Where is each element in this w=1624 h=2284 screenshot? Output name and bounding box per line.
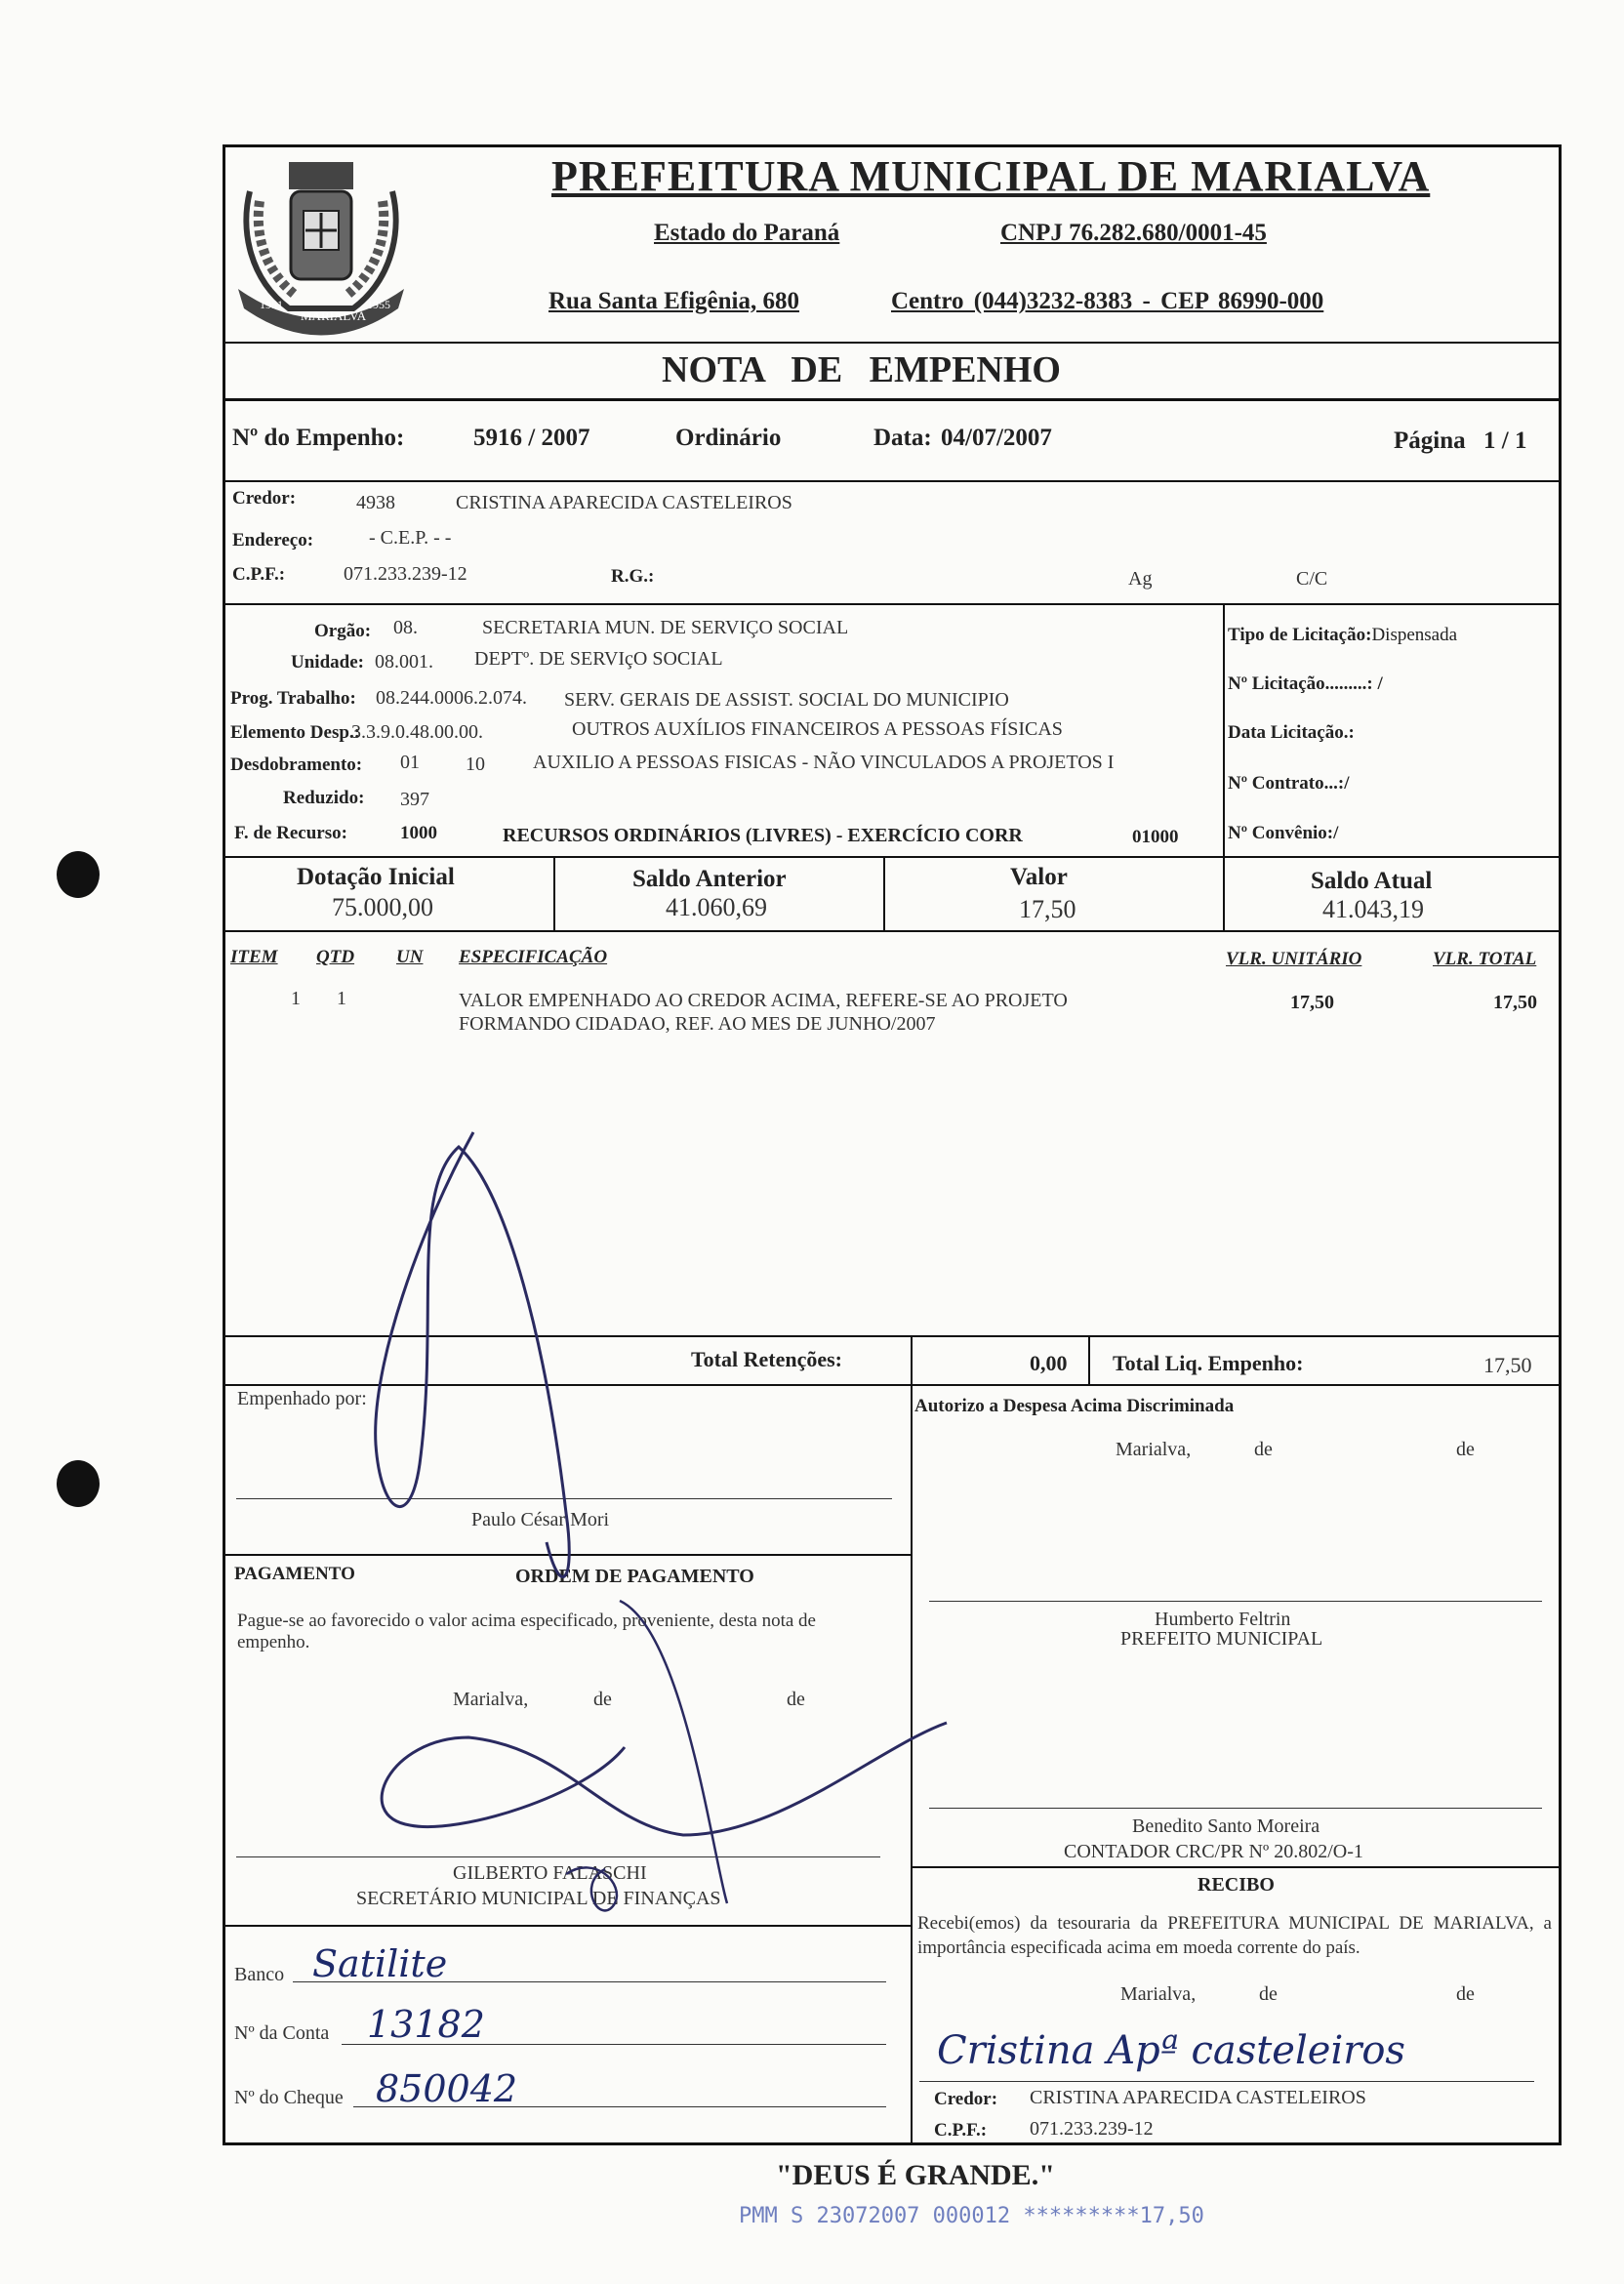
recurso-name: RECURSOS ORDINÁRIOS (LIVRES) - EXERCÍCIO CORR (503, 825, 1023, 846)
desdobramento-code2: 10 (466, 754, 485, 775)
credor-signature: Cristina Apª casteleiros (937, 2028, 1405, 2073)
orgao-code: 08. (393, 617, 418, 638)
licitacao-type (1228, 625, 1457, 646)
recibo-cpf-label: C.P.F.: (934, 2120, 988, 2141)
seal-name: MARIALVA (301, 308, 367, 323)
recibo-cpf-value: 071.233.239-12 (1030, 2118, 1154, 2140)
credor-code: 4938 (356, 492, 395, 513)
address-field-value: - C.E.P. - - (369, 527, 452, 549)
conta-value: 13182 (367, 2003, 485, 2046)
valor-label: Valor (1010, 864, 1068, 890)
recibo-title: RECIBO (1198, 1874, 1275, 1896)
pagamento-label: PAGAMENTO (234, 1564, 355, 1584)
elemento-name: OUTROS AUXÍLIOS FINANCEIROS A PESSOAS FÍSICAS (572, 718, 1063, 740)
item-qtd: 1 (337, 988, 346, 1009)
orgao-name: SECRETARIA MUN. DE SERVIÇO SOCIAL (482, 617, 849, 638)
desdobramento-label: Desdobramento: (230, 755, 363, 775)
orgao-label: Orgão: (314, 621, 372, 641)
liquido-label: Total Liq. Empenho: (1113, 1351, 1304, 1375)
contrato: Nº Contrato...:/ (1228, 773, 1350, 794)
autorizo-title: Autorizo a Despesa Acima Discriminada (914, 1396, 1235, 1416)
state-label: Estado do Paraná (654, 220, 840, 246)
cc-label: C/C (1296, 568, 1328, 590)
col-un: UN (396, 947, 424, 967)
contact-label: Centro (044)3232-8383 - CEP 86990-000 (891, 288, 1324, 314)
cpf-value: 071.233.239-12 (344, 563, 467, 585)
unidade-label: Unidade: (291, 652, 364, 673)
saldo-anterior-value: 41.060,69 (666, 893, 767, 921)
dotacao-label: Dotação Inicial (297, 864, 455, 890)
prog-code: 08.244.0006.2.074. (376, 687, 527, 709)
pagamento-place: Marialva, (453, 1689, 529, 1710)
col-unit-value: VLR. UNITÁRIO (1226, 949, 1362, 969)
credor-name: CRISTINA APARECIDA CASTELEIROS (456, 492, 792, 513)
date-label: Data: (873, 425, 932, 451)
licitacao-number: Nº Licitação.........: / (1228, 673, 1383, 694)
secretario-role: SECRETÁRIO MUNICIPAL DE FINANÇAS (356, 1888, 721, 1909)
cheque-label: Nº do Cheque (234, 2087, 344, 2108)
retencoes-value: 0,00 (1030, 1351, 1068, 1375)
valor-value: 17,50 (1019, 895, 1076, 923)
unidade-code: 08.001. (375, 651, 433, 673)
cheque-value: 850042 (376, 2067, 518, 2110)
saldo-atual-label: Saldo Atual (1311, 868, 1433, 894)
banco-label: Banco (234, 1964, 285, 1985)
empenhado-label: Empenhado por: (237, 1388, 367, 1409)
banco-value: Satilite (312, 1942, 448, 1985)
document-title: NOTA DE EMPENHO (662, 349, 1061, 390)
autorizo-de1: de (1254, 1439, 1273, 1460)
recibo-de1: de (1259, 1983, 1278, 2005)
autorizo-place: Marialva, (1116, 1439, 1192, 1460)
recurso-code: 1000 (400, 823, 437, 843)
conta-label: Nº da Conta (234, 2022, 330, 2044)
item-desc-line1: VALOR EMPENHADO AO CREDOR ACIMA, REFERE-SE AO PROJETO (459, 990, 1068, 1011)
empenho-type: Ordinário (675, 425, 782, 451)
col-item: ITEM (230, 947, 278, 967)
prefeito-role: PREFEITO MUNICIPAL (1120, 1628, 1323, 1650)
item-number: 1 (291, 988, 301, 1009)
address-label: Rua Santa Efigênia, 680 (548, 288, 799, 314)
col-total-value: VLR. TOTAL (1433, 949, 1537, 969)
convenio: Nº Convênio:/ (1228, 823, 1339, 843)
pagamento-de1: de (593, 1689, 612, 1710)
licitacao-type-value: Dispensada (1371, 625, 1458, 645)
empenho-number-label: Nº do Empenho: (232, 425, 405, 451)
footer-stamp: PMM S 23072007 000012 *********17,50 (739, 2204, 1204, 2228)
recibo-de2: de (1456, 1983, 1475, 2005)
recibo-credor-name: CRISTINA APARECIDA CASTELEIROS (1030, 2087, 1366, 2108)
cnpj-label: CNPJ 76.282.680/0001-45 (1000, 220, 1267, 246)
ag-label: Ag (1128, 568, 1153, 590)
recurso-label: F. de Recurso: (234, 823, 347, 843)
date-value: 04/07/2007 (941, 425, 1052, 451)
elemento-code: 3.3.9.0.48.00.00. (351, 721, 483, 743)
col-qtd: QTD (316, 947, 355, 967)
unidade-name: DEPTº. DE SERVIçO SOCIAL (474, 648, 723, 670)
seal-year-left: 1951 (260, 298, 283, 311)
rg-label: R.G.: (611, 566, 655, 587)
page-title: PREFEITURA MUNICIPAL DE MARIALVA (551, 152, 1431, 200)
secretario-name: GILBERTO FALASCHI (453, 1862, 647, 1884)
municipal-seal (230, 143, 412, 338)
empenho-number: 5916 / 2007 (473, 425, 590, 451)
contador-name: Benedito Santo Moreira (1132, 1815, 1320, 1837)
retencoes-label: Total Retenções: (691, 1347, 842, 1371)
footer-motto: "DEUS É GRANDE." (776, 2159, 1055, 2191)
col-especificacao: ESPECIFICAÇÃO (459, 947, 608, 967)
page-number: 1 / 1 (1483, 428, 1527, 454)
prog-name: SERV. GERAIS DE ASSIST. SOCIAL DO MUNICIPIO (564, 689, 1009, 711)
punch-hole-bottom (57, 1460, 100, 1507)
licitacao-type-label: Tipo de Licitação: (1228, 625, 1372, 645)
dotacao-value: 75.000,00 (332, 893, 433, 921)
elemento-label: Elemento Desp.: (230, 722, 360, 743)
contador-role: CONTADOR CRC/PR Nº 20.802/O-1 (1064, 1841, 1363, 1862)
cpf-label: C.P.F.: (232, 564, 286, 585)
recurso-code2: 01000 (1132, 827, 1179, 847)
item-unit-value: 17,50 (1290, 992, 1334, 1013)
desdobramento-code1: 01 (400, 752, 420, 773)
recibo-credor-label: Credor: (934, 2089, 998, 2109)
desdobramento-name: AUXILIO A PESSOAS FISICAS - NÃO VINCULADOS A PROJETOS I (533, 752, 1115, 773)
item-total-value: 17,50 (1493, 992, 1537, 1013)
reduzido-label: Reduzido: (283, 788, 365, 808)
punch-hole-top (57, 851, 100, 898)
pagamento-text: Pague-se ao favorecido o valor acima especificado, proveniente, desta nota de empenho. (237, 1611, 816, 1652)
pagamento-de2: de (787, 1689, 805, 1710)
address-field-label: Endereço: (232, 530, 314, 551)
page-label: Página (1394, 428, 1466, 454)
item-desc-line2: FORMANDO CIDADAO, REF. AO MES DE JUNHO/2007 (459, 1013, 936, 1035)
saldo-atual-value: 41.043,19 (1322, 895, 1424, 923)
licitacao-date: Data Licitação.: (1228, 722, 1355, 743)
seal-year-right: 1955 (367, 298, 390, 311)
recibo-place: Marialva, (1120, 1983, 1197, 2005)
saldo-anterior-label: Saldo Anterior (632, 866, 787, 892)
prog-label: Prog. Trabalho: (230, 688, 356, 709)
autorizo-de2: de (1456, 1439, 1475, 1460)
recibo-text: Recebi(emos) da tesouraria da PREFEITURA MUNICIPAL DE MARIALVA, a importância especificada acima em moeda corrente do país. (917, 1913, 1552, 1958)
empenhado-name: Paulo César Mori (471, 1509, 610, 1530)
reduzido-value: 397 (400, 789, 429, 810)
prefeito-name: Humberto Feltrin (1155, 1609, 1291, 1630)
liquido-value: 17,50 (1483, 1353, 1532, 1377)
ordem-pagamento-label: ORDEM DE PAGAMENTO (515, 1566, 754, 1587)
credor-label: Credor: (232, 488, 297, 509)
